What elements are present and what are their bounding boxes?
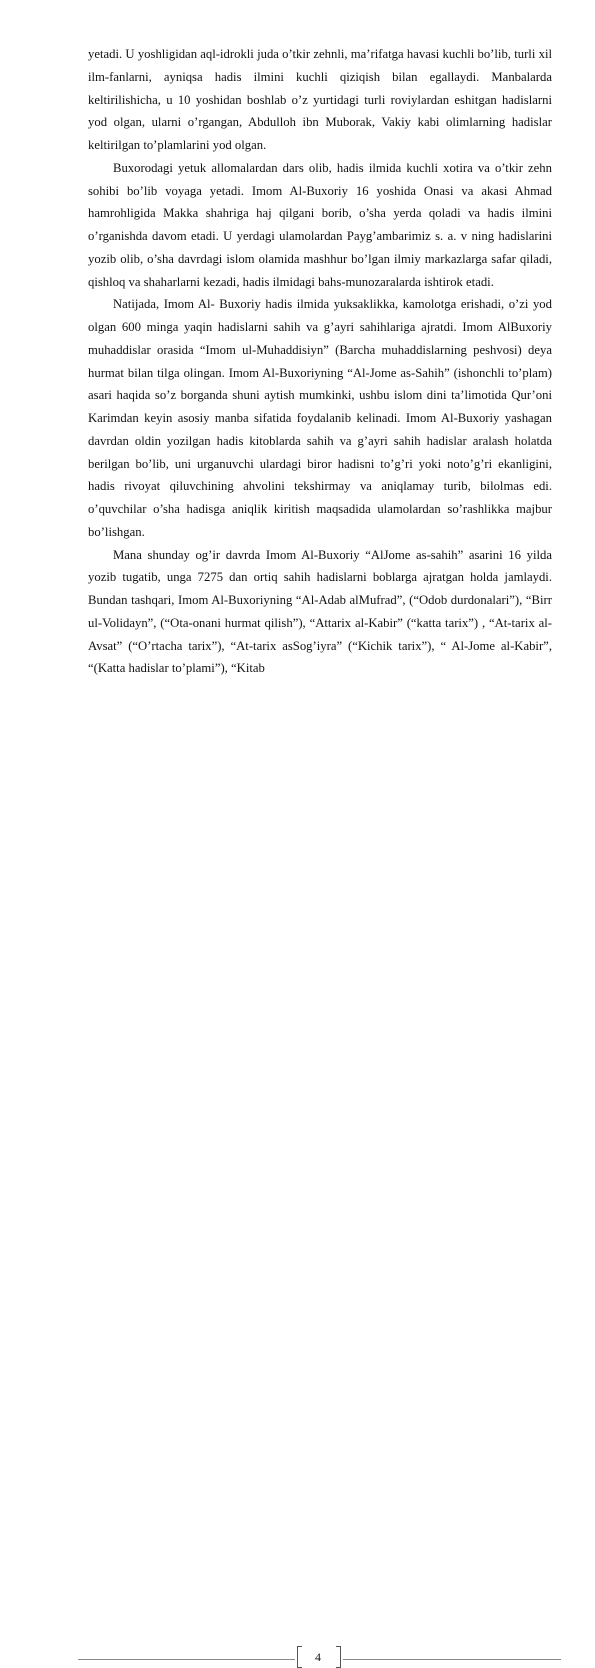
page-number: 4 xyxy=(315,1650,321,1664)
body-text xyxy=(88,43,552,680)
page-footer xyxy=(0,818,595,1664)
footer-rule-right xyxy=(343,1659,561,1660)
footer-rule-left xyxy=(78,1659,295,1660)
paragraph-continuation: yetadi. U yoshligidan aql-idrokli juda o’tkir zehnli, ma’rifatga havasi kuchli bo’lib, turli xil ilm-fanlarni, ayniqsa hadis ilmini kuchli qiziqish bilan egallaydi. Manbalarda keltirilishicha, u 10 yoshidan boshlab o’z yurtidagi turli roviylardan eshitgan hadislarni yod olgan, ularni o’rgangan, Abdulloh ibn Muborak, Vakiy kabi olimlarning hadislar keltirilgan to’plamlarini yod olgan. xyxy=(88,47,552,152)
paragraph-natijada: Natijada, Imom Al- Buxoriy hadis ilmida yuksaklikka, kamolotga erishadi, o’zi yod olgan 600 minga yaqin hadislarni sahih va g’ayri sahihlariga ajratdi. Imom AlBuxoriy muhaddislar orasida “Imom ul-Muhaddisiyn” (Barcha muhaddislarning peshvosi) deya hurmat bilan tilga olingan. Imom Al-Buxoriyning “Al-Jome as-Sahih” (ishonchli to’plam) asari haqida so’z borganda shuni aytish mumkinki, ushbu islom dini ta’limotida Qur’oni Karimdan keyin asosiy manba sifatida foydalanib kelinadi. Imom Al-Buxoriy yashagan davrdan oldin yozilgan hadis kitoblarda sahih va g’ayri sahih hadislar aralash holatda berilgan bo’lib, uni urganuvchi ulardagi biror hadisni to’g’ri yoki noto’g’ri ekanligini, hadis rivoyat qiluvchining ahvolini tekshirmay va aniqlamay turib, bilolmas edi. o’quvchilar o’sha hadisga aniqlik kiritish maqsadida ulamolardan so’rashlikka majbur bo’lishgan. xyxy=(88,297,552,539)
paragraph-buxoro-studies: Buxorodagi yetuk allomalardan dars olib, hadis ilmida kuchli xotira va o’tkir zehn sohibi bo’lib voyaga yetadi. Imom Al-Buxoriy 16 yoshida Onasi va akasi Ahmad hamrohligida Makka shahriga haj qilgani borib, o’sha yerda qoladi va hadis ilmini o’rganishda davom etadi. U yerdagi ulamolardan Payg’ambarimiz s. a. v ning hadislarini yozib olib, o’sha davrdagi islom olamida mashhur bo’lgan ilmiy markazlarga safar qiladi, qishloq va shaharlarni kezadi, hadis ilmidagi bahs-munozaralarda ishtirok etadi. xyxy=(88,160,552,289)
footer-bracket-right xyxy=(336,1646,341,1668)
paragraph-mana-shunday: Mana shunday og’ir davrda Imom Al-Buxoriy “AlJome as-sahih” asarini 16 yilda yozib tugatib, unga 7275 dan ortiq sahih hadislarni boblarga ajratgan holda jamlaydi. Bundan tashqari, Imom Al-Buxoriyning “Al-Adab alMufrad”, (“Odob durdonalari”), “Birr ul-Volidayn”, (“Ota-onani hurmat qilish”), “Attarix al-Kabir” (“katta tarix”) , “At-tarix al-Avsat” (“O’rtacha tarix”), “At-tarix asSog’iyra” (“Kichik tarix”), “ Al-Jome al-Kabir”, “(Katta hadislar to’plami”), “Kitab xyxy=(88,547,552,676)
